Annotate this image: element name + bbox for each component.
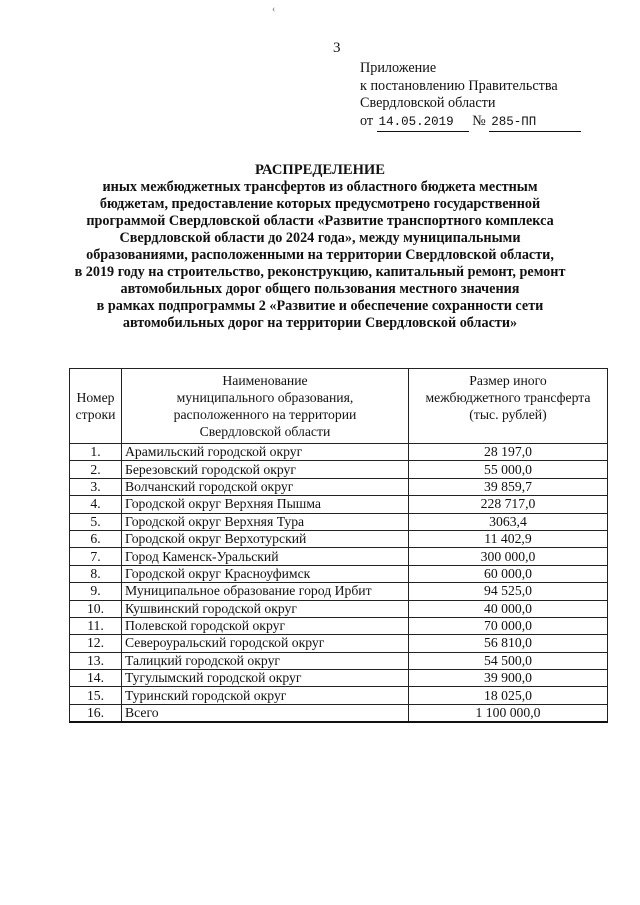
municipality-name: Арамильский городской округ: [122, 444, 409, 461]
document-title: [40, 162, 600, 332]
row-number: 15.: [70, 687, 122, 704]
row-number: 13.: [70, 652, 122, 669]
header-text: (тыс. рублей): [469, 407, 547, 422]
title-line: программой Свердловской области «Развитие транспортного комплекса: [86, 213, 554, 229]
municipality-name: Туринский городской округ: [122, 687, 409, 704]
municipality-name: Североуральский городской округ: [122, 635, 409, 652]
transfer-amount: 94 525,0: [409, 583, 608, 600]
transfer-amount: 39 900,0: [409, 670, 608, 687]
table-row: [70, 670, 608, 687]
header-text: Наименование: [222, 373, 308, 388]
appendix-date-line: [360, 113, 581, 133]
header-text: межбюджетного трансферта: [425, 390, 591, 405]
table-row: [70, 444, 608, 461]
scan-mark: ‹: [272, 4, 276, 15]
table-row: [70, 461, 608, 478]
municipality-name: Полевской городской округ: [122, 617, 409, 634]
transfer-amount: 55 000,0: [409, 461, 608, 478]
row-number: 4.: [70, 496, 122, 513]
transfer-amount: 28 197,0: [409, 444, 608, 461]
table-row: [70, 530, 608, 547]
appendix-region: Свердловской области: [360, 95, 496, 112]
row-number: 6.: [70, 530, 122, 547]
municipality-name: Талицкий городской округ: [122, 652, 409, 669]
table-row: [70, 635, 608, 652]
table-row: [70, 652, 608, 669]
row-number: 1.: [70, 444, 122, 461]
municipality-name: Городской округ Верхняя Тура: [122, 513, 409, 530]
header-text: расположенного на территории: [173, 407, 357, 422]
transfer-amount: 40 000,0: [409, 600, 608, 617]
municipality-name: Город Каменск-Уральский: [122, 548, 409, 565]
transfer-amount: 228 717,0: [409, 496, 608, 513]
header-text: Номер: [76, 390, 115, 405]
table-row: [70, 687, 608, 704]
municipality-name: Всего: [122, 704, 409, 722]
table-row: [70, 565, 608, 582]
page-number: 3: [333, 40, 341, 56]
transfer-amount: 60 000,0: [409, 565, 608, 582]
resolution-date: 14.05.2019: [377, 114, 469, 133]
row-number: 8.: [70, 565, 122, 582]
transfer-amount: 18 025,0: [409, 687, 608, 704]
row-number: 5.: [70, 513, 122, 530]
transfer-amount: 39 859,7: [409, 478, 608, 495]
header-text: строки: [75, 407, 116, 422]
transfer-amount: 70 000,0: [409, 617, 608, 634]
municipality-name: Городской округ Верхняя Пышма: [122, 496, 409, 513]
municipality-name: Березовский городской округ: [122, 461, 409, 478]
title-heading: РАСПРЕДЕЛЕНИЕ: [254, 162, 386, 178]
header-amount: [409, 369, 608, 444]
municipality-name: Городской округ Верхотурский: [122, 530, 409, 547]
appendix-resolution: к постановлению Правительства: [360, 77, 558, 94]
title-line: в рамках подпрограммы 2 «Развитие и обеспечение сохранности сети: [96, 298, 544, 314]
header-text: муниципального образования,: [176, 390, 354, 405]
title-line: бюджетам, предоставление которых предусмотрено государственной: [99, 196, 541, 212]
row-number: 2.: [70, 461, 122, 478]
table-row-total: [70, 704, 608, 722]
transfer-amount: 3063,4: [409, 513, 608, 530]
title-line: Свердловской области до 2024 года», между муниципальными: [119, 230, 521, 246]
table-row: [70, 478, 608, 495]
header-text: Размер иного: [469, 373, 547, 388]
municipality-name: Муниципальное образование город Ирбит: [122, 583, 409, 600]
distribution-table: [69, 368, 608, 723]
title-line: образованиями, расположенными на территории Свердловской области,: [86, 247, 554, 263]
header-text: Свердловской области: [199, 424, 331, 439]
transfer-amount: 56 810,0: [409, 635, 608, 652]
row-number: 9.: [70, 583, 122, 600]
title-line: иных межбюджетных трансфертов из областного бюджета местным: [102, 179, 538, 195]
title-line: автомобильных дорог на территории Свердловской области»: [122, 315, 518, 331]
transfer-amount-total: 1 100 000,0: [409, 704, 608, 722]
table-row: [70, 583, 608, 600]
municipality-name: Городской округ Красноуфимск: [122, 565, 409, 582]
appendix-block: [360, 60, 581, 132]
row-number: 11.: [70, 617, 122, 634]
appendix-label: Приложение: [360, 60, 437, 76]
header-row-number: [70, 369, 122, 444]
title-line: в 2019 году на строительство, реконструкцию, капитальный ремонт, ремонт: [74, 264, 566, 280]
table-row: [70, 617, 608, 634]
resolution-number: 285-ПП: [489, 114, 581, 133]
municipality-name: Кушвинский городской округ: [122, 600, 409, 617]
table-row: [70, 513, 608, 530]
row-number: 3.: [70, 478, 122, 495]
row-number: 14.: [70, 670, 122, 687]
table-row: [70, 496, 608, 513]
title-line: автомобильных дорог общего пользования местного значения: [120, 281, 520, 297]
header-municipality: [122, 369, 409, 444]
row-number: 10.: [70, 600, 122, 617]
row-number: 12.: [70, 635, 122, 652]
table-row: [70, 600, 608, 617]
transfer-amount: 11 402,9: [409, 530, 608, 547]
row-number: 16.: [70, 704, 122, 722]
transfer-amount: 54 500,0: [409, 652, 608, 669]
number-prefix: №: [472, 112, 486, 129]
municipality-name: Тугулымский городской округ: [122, 670, 409, 687]
transfer-amount: 300 000,0: [409, 548, 608, 565]
date-prefix: от: [360, 112, 374, 129]
table-row: [70, 548, 608, 565]
table-header-row: [70, 369, 608, 444]
municipality-name: Волчанский городской округ: [122, 478, 409, 495]
row-number: 7.: [70, 548, 122, 565]
